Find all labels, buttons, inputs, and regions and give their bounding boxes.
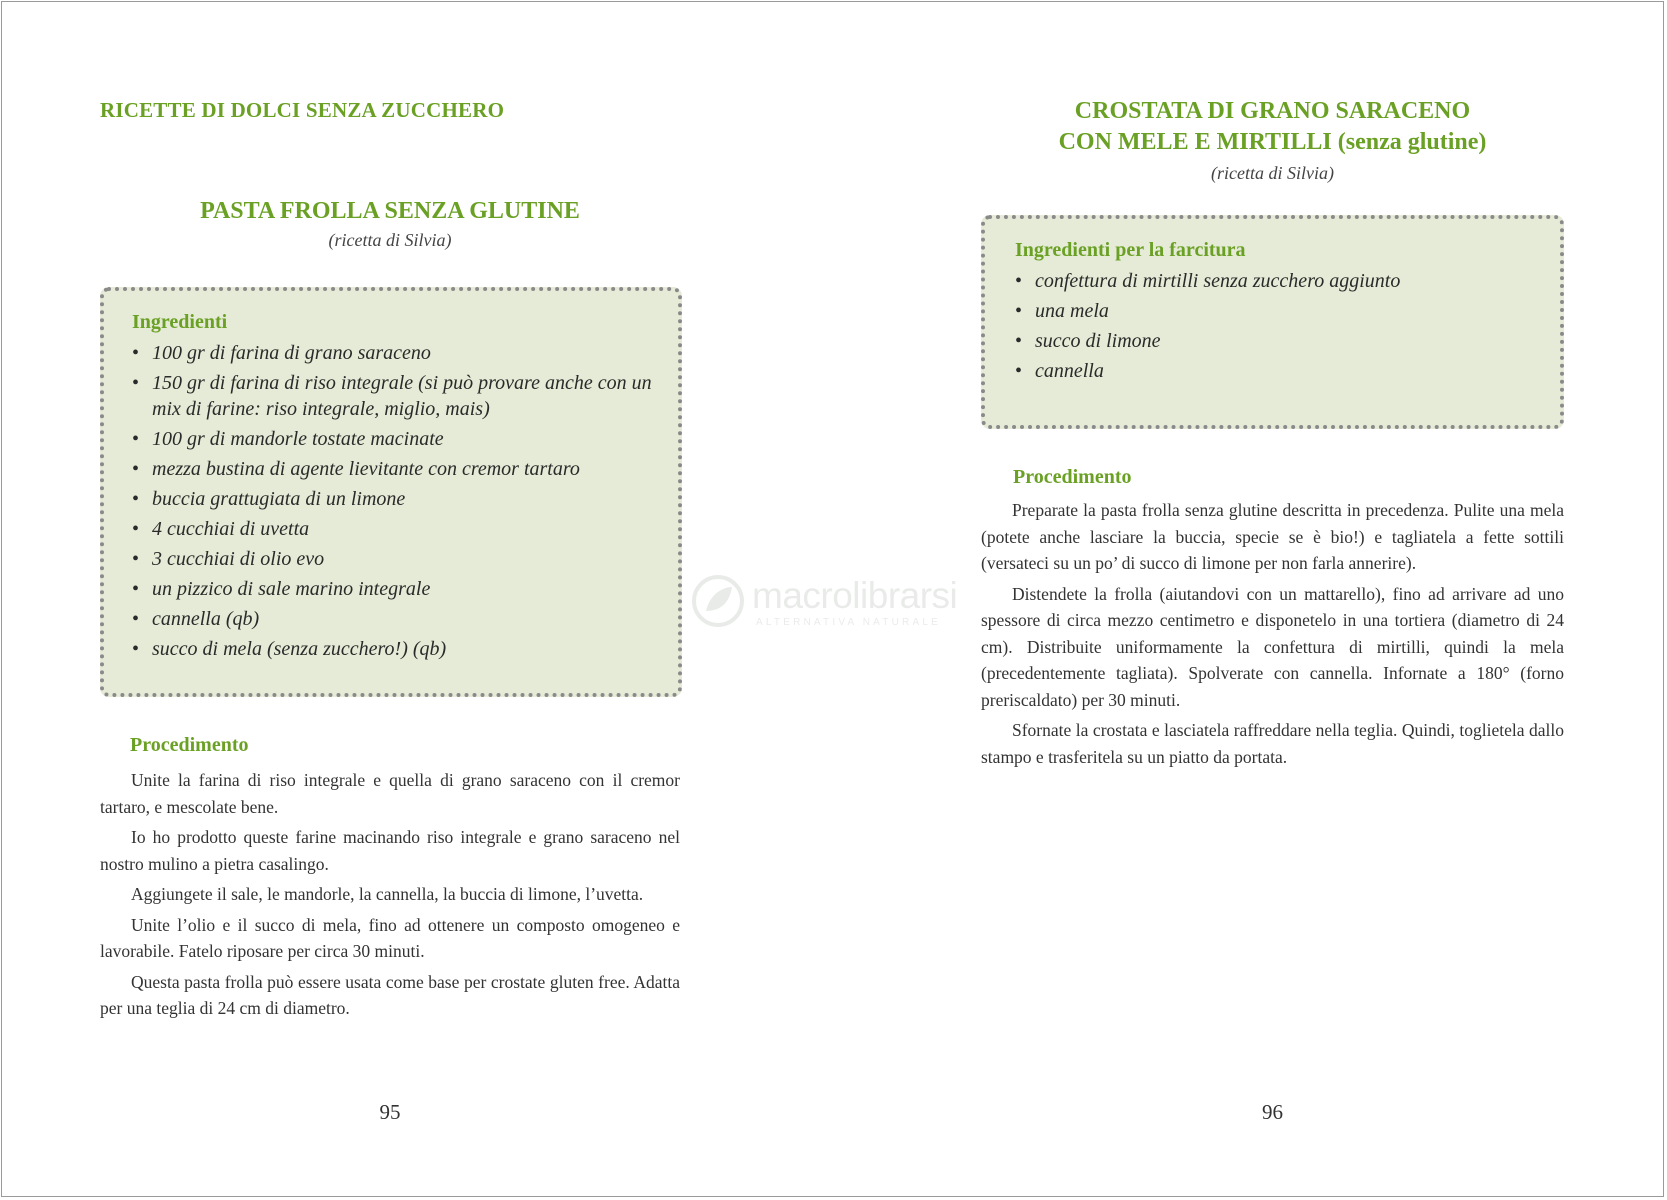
procedure-paragraph: Aggiungete il sale, le mandorle, la cannella, la buccia di limone, l’uvetta.: [131, 884, 644, 904]
ingredient-item: [1015, 268, 1534, 294]
ingredient-item: [132, 370, 652, 422]
recipe-author: (ricetta di Silvia): [328, 230, 452, 250]
right-page: [981, 0, 1564, 1200]
page-number: 96: [1262, 1100, 1283, 1124]
watermark-leaf-icon: [690, 573, 746, 629]
ingredient-item: [132, 456, 652, 482]
bullet-icon: •: [132, 428, 140, 450]
left-page: [100, 0, 680, 1200]
bullet-icon: •: [132, 372, 140, 394]
ingredient-text: succo di mela (senza zucchero!) (qb): [152, 638, 447, 660]
procedure-text: [981, 497, 1564, 774]
bullet-icon: •: [132, 548, 140, 570]
ingredient-item: [132, 606, 652, 632]
procedure-paragraph: Questa pasta frolla può essere usata come base per crostate gluten free. Adatta per una teglia di 24 cm di diametro.: [100, 971, 680, 1018]
ingredient-item: [132, 636, 652, 662]
bullet-icon: •: [132, 638, 140, 660]
procedure-paragraph: Unite la farina di riso integrale e quella di grano saraceno con il cremor tartaro, e mescolate bene.: [100, 770, 680, 817]
bullet-icon: •: [1015, 360, 1023, 382]
page-number: 95: [379, 1100, 401, 1124]
ingredients-label: Ingredienti: [132, 311, 228, 333]
procedure-paragraph: Sfornate la crostata e lasciatela raffreddare nella teglia. Quindi, toglietela dallo stampo e trasferitela su un piatto da portata.: [981, 720, 1564, 767]
ingredient-item: [132, 516, 652, 542]
ingredients-list: [132, 340, 652, 662]
procedure-paragraph: Preparate la pasta frolla senza glutine descritta in precedenza. Pulite una mela (potete anche lasciare la buccia, specie se è bio!) e tagliatela a fette sottili (versateci su un po’ di succo di limone per non farla annerire).: [981, 500, 1564, 573]
running-head: RICETTE DI DOLCI SENZA ZUCCHERO: [100, 98, 505, 122]
watermark-subtext: ALTERNATIVA NATURALE: [756, 617, 941, 628]
ingredient-item: [132, 546, 652, 572]
watermark-text: macrolibrarsi: [752, 575, 958, 616]
recipe-title-line-1: CROSTATA DI GRANO SARACENO: [1074, 98, 1471, 124]
bullet-icon: •: [1015, 300, 1023, 322]
filling-ingredients-box: [981, 215, 1564, 429]
ingredient-item: [1015, 328, 1534, 354]
ingredient-item: [1015, 358, 1534, 384]
ingredient-item: [132, 340, 652, 366]
ingredient-text: un pizzico di sale marino integrale: [152, 578, 431, 600]
bullet-icon: •: [132, 608, 140, 630]
watermark: [690, 573, 990, 633]
recipe-title: PASTA FROLLA SENZA GLUTINE: [200, 198, 580, 224]
ingredients-box: [100, 287, 682, 697]
ingredient-text: succo di limone: [1035, 330, 1161, 352]
ingredient-text: 100 gr di mandorle tostate macinate: [152, 428, 444, 450]
procedure-paragraph: Io ho prodotto queste farine macinando riso integrale e grano saraceno nel nostro mulino a pietra casalingo.: [100, 827, 680, 874]
procedure-heading: Procedimento: [1013, 466, 1132, 488]
ingredient-text: cannella: [1035, 360, 1104, 382]
bullet-icon: •: [132, 342, 140, 364]
bullet-icon: •: [1015, 330, 1023, 352]
ingredient-text: mezza bustina di agente lievitante con cremor tartaro: [152, 458, 580, 480]
ingredient-text: una mela: [1035, 300, 1109, 322]
procedure-text: [100, 767, 680, 1026]
ingredient-item: [132, 486, 652, 512]
ingredient-text: cannella (qb): [152, 608, 260, 630]
filling-ingredients-label: Ingredienti per la farcitura: [1015, 239, 1246, 261]
ingredient-item: [132, 426, 652, 452]
bullet-icon: •: [132, 488, 140, 510]
procedure-heading: Procedimento: [130, 734, 249, 756]
ingredient-text: buccia grattugiata di un limone: [152, 488, 406, 510]
ingredient-text: 4 cucchiai di uvetta: [152, 518, 310, 540]
bullet-icon: •: [132, 578, 140, 600]
procedure-paragraph: Unite l’olio e il succo di mela, fino ad ottenere un composto omogeneo e lavorabile. Fatelo riposare per circa 30 minuti.: [100, 914, 680, 961]
bullet-icon: •: [1015, 270, 1023, 292]
recipe-title-line-2: CON MELE E MIRTILLI (senza glutine): [1058, 129, 1487, 155]
filling-ingredients-list: [1015, 268, 1534, 384]
ingredient-text: 150 gr di farina di riso integrale (si può provare anche con un mix di farine: riso integrale, miglio, mais): [152, 372, 652, 420]
ingredient-item: [1015, 298, 1534, 324]
ingredient-text: confettura di mirtilli senza zucchero aggiunto: [1035, 270, 1401, 292]
bullet-icon: •: [132, 518, 140, 540]
recipe-author: (ricetta di Silvia): [1211, 163, 1334, 183]
ingredient-text: 100 gr di farina di grano saraceno: [152, 342, 431, 364]
ingredient-item: [132, 576, 652, 602]
ingredient-text: 3 cucchiai di olio evo: [152, 548, 325, 570]
procedure-paragraph: Distendete la frolla (aiutandovi con un mattarello), fino ad arrivare ad uno spessore di circa mezzo centimetro e disponetelo in una tortiera (diametro di 24 cm). Distribuite uniformamente la confettura di mirtilli, quindi la mela (precedentemente tagliata). Spolverate con cannella. Infornate a 180° (forno preriscaldato) per 30 minuti.: [981, 583, 1564, 710]
bullet-icon: •: [132, 458, 140, 480]
